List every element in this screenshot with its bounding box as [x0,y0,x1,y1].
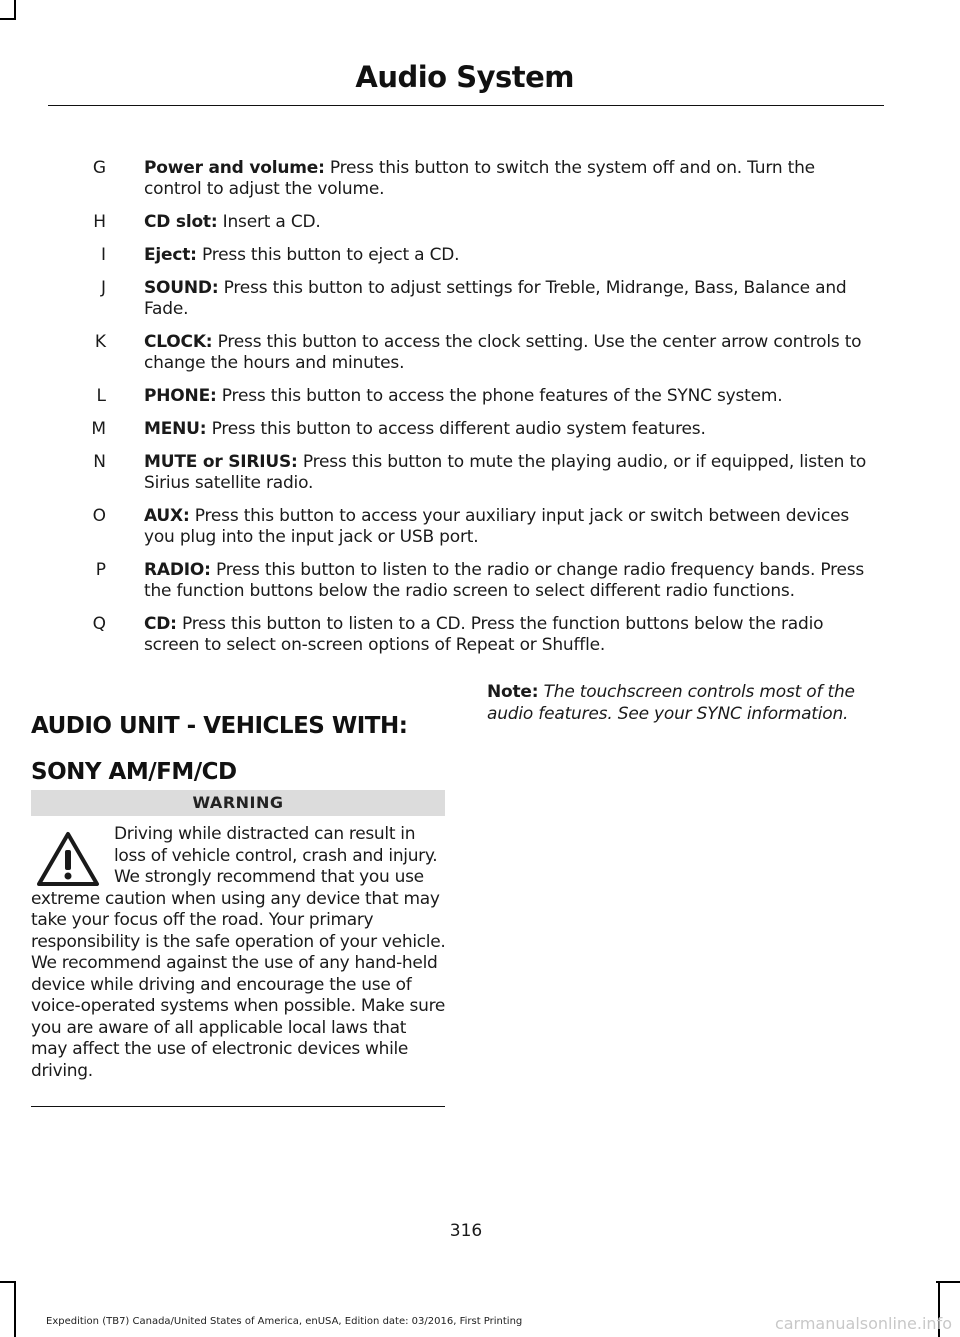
legend-text: Press this button to access your auxiliary input jack or switch between devices you plug into the input jack or USB port. [144,506,850,547]
crop-mark [0,18,16,20]
legend-item [56,614,876,656]
legend-description [144,452,874,494]
crop-mark [14,0,16,18]
section-heading [31,708,451,790]
legend-term: CD: [144,614,177,634]
legend-text: Insert a CD. [217,212,321,232]
legend-item [56,452,876,494]
section-heading-line2: SONY AM/FM/CD [31,759,237,785]
legend-letter: K [94,332,106,352]
legend-term: PHONE: [144,386,217,406]
legend-description [144,245,874,266]
legend-description [144,158,874,200]
note [487,682,877,725]
legend-description [144,614,874,656]
legend-term: AUX: [144,506,190,526]
section-heading-line1: AUDIO UNIT - VEHICLES WITH: [31,713,408,739]
legend-letter: J [100,278,106,298]
warning-text-block [31,824,447,1082]
legend-description [144,506,874,548]
legend-item [56,419,876,440]
page-number: 316 [449,1221,483,1241]
legend-text: Press this button to access different audio system features. [206,419,706,439]
legend-item [56,386,876,407]
legend-term: Power and volume: [144,158,325,178]
note-label: Note: [487,682,539,702]
legend-item [56,212,876,233]
footer-edition: Expedition (TB7) Canada/United States of America, enUSA, Edition date: 03/2016, First Printing [46,1316,523,1327]
legend-text: Press this button to mute the playing audio, or if equipped, listen to Sirius satellite radio. [144,452,867,493]
note-text: The touchscreen controls most of the audio features. See your SYNC information. [487,682,855,724]
legend-item [56,560,876,602]
legend-text: Press this button to eject a CD. [196,245,460,265]
legend-term: RADIO: [144,560,211,580]
legend-text: Press this button to access the clock setting. Use the center arrow controls to change the hours and minutes. [144,332,862,373]
legend-description [144,278,874,320]
legend-description [144,560,874,602]
legend-text: Press this button to adjust settings for Treble, Midrange, Bass, Balance and Fade. [144,278,847,319]
legend-letter: H [93,212,106,232]
crop-mark [14,1281,16,1337]
warning-text: Driving while distracted can result in loss of vehicle control, crash and injury. We strongly recommend that you use extreme caution when using any device that may take your focus off the road. Your primary responsibility is the safe operation of your vehicle. We recommend against the use of any hand-held device while driving and encourage the use of voice-operated systems when possible. Make sure you are aware of all applicable local laws that may affect the use of electronic devices while driving. [31,824,446,1081]
legend-term: Eject: [144,245,197,265]
legend-letter: L [96,386,106,406]
legend-letter: Q [92,614,106,634]
legend-text: Press this button to listen to a CD. Press the function buttons below the radio screen to select on-screen options of Repeat or Shuffle. [144,614,824,655]
legend-description [144,419,874,440]
legend-description [144,386,874,407]
legend-item [56,158,876,200]
legend-letter: I [100,245,106,265]
page-title: Audio System [355,60,574,94]
legend-letter: G [92,158,106,178]
legend-term: MENU: [144,419,207,439]
header-divider [48,105,884,106]
legend-term: CLOCK: [144,332,213,352]
warning-label: WARNING [31,790,445,816]
legend-text: Press this button to listen to the radio or change radio frequency bands. Press the function buttons below the radio screen to select different radio functions. [144,560,865,601]
legend-item [56,506,876,548]
legend-letter: P [95,560,106,580]
legend-item [56,332,876,374]
watermark: carmanualsonline.info [774,1314,952,1333]
legend-letter: O [92,506,106,526]
button-legend-list [56,158,876,668]
legend-item [56,278,876,320]
legend-item [56,245,876,266]
legend-description [144,212,874,233]
warning-divider [31,1106,445,1107]
legend-description [144,332,874,374]
legend-letter: N [93,452,106,472]
legend-term: SOUND: [144,278,219,298]
legend-text: Press this button to access the phone features of the SYNC system. [216,386,783,406]
legend-letter: M [91,419,106,439]
legend-term: CD slot: [144,212,218,232]
legend-text: Press this button to switch the system off and on. Turn the control to adjust the volume. [144,158,815,199]
legend-term: MUTE or SIRIUS: [144,452,298,472]
